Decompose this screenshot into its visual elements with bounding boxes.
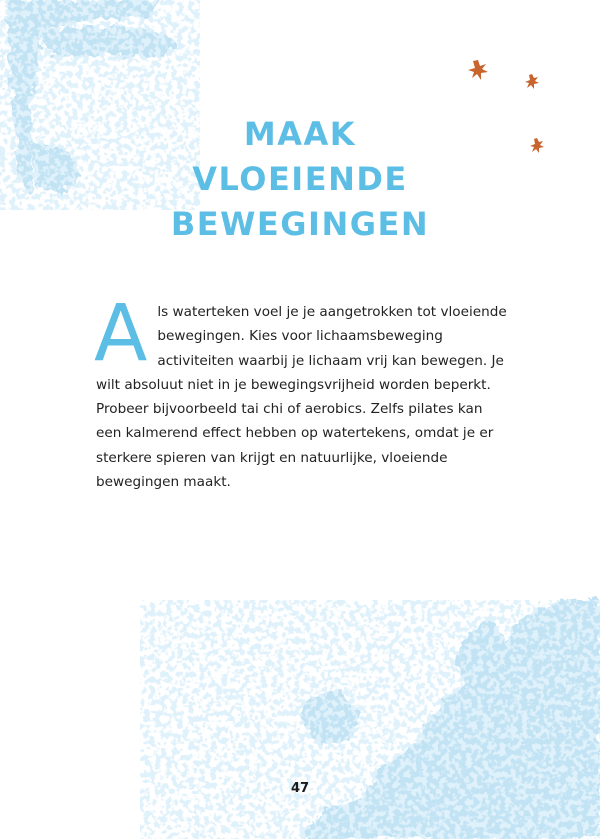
page-number: 47 [290,781,310,796]
star-icon [468,60,488,80]
title-line-3: BEWEGINGEN [170,205,430,243]
body-text: ls waterteken voel je je aangetrokken tot vloeiende bewegingen. Kies voor lichaamsbeweging activiteiten waarbij je lichaam vrij kan bewegen. Je wilt absoluut niet in je bewegingsvrijheid worden beperkt. Probeer bijvoorbeeld tai chi of aerobics. Zelfs pilates kan een kalmerend effect hebben op watertekens, omdat je er sterkere spieren van krijgt en natuurlijke, vloeiende bewegingen maakt. [96,304,507,491]
page-title [0,112,600,247]
drop-cap: A [94,289,148,379]
star-icon [525,74,539,89]
title-line-1: MAAK [243,115,357,153]
body-paragraph [94,289,508,494]
title-line-2: VLOEIENDE [192,160,408,198]
